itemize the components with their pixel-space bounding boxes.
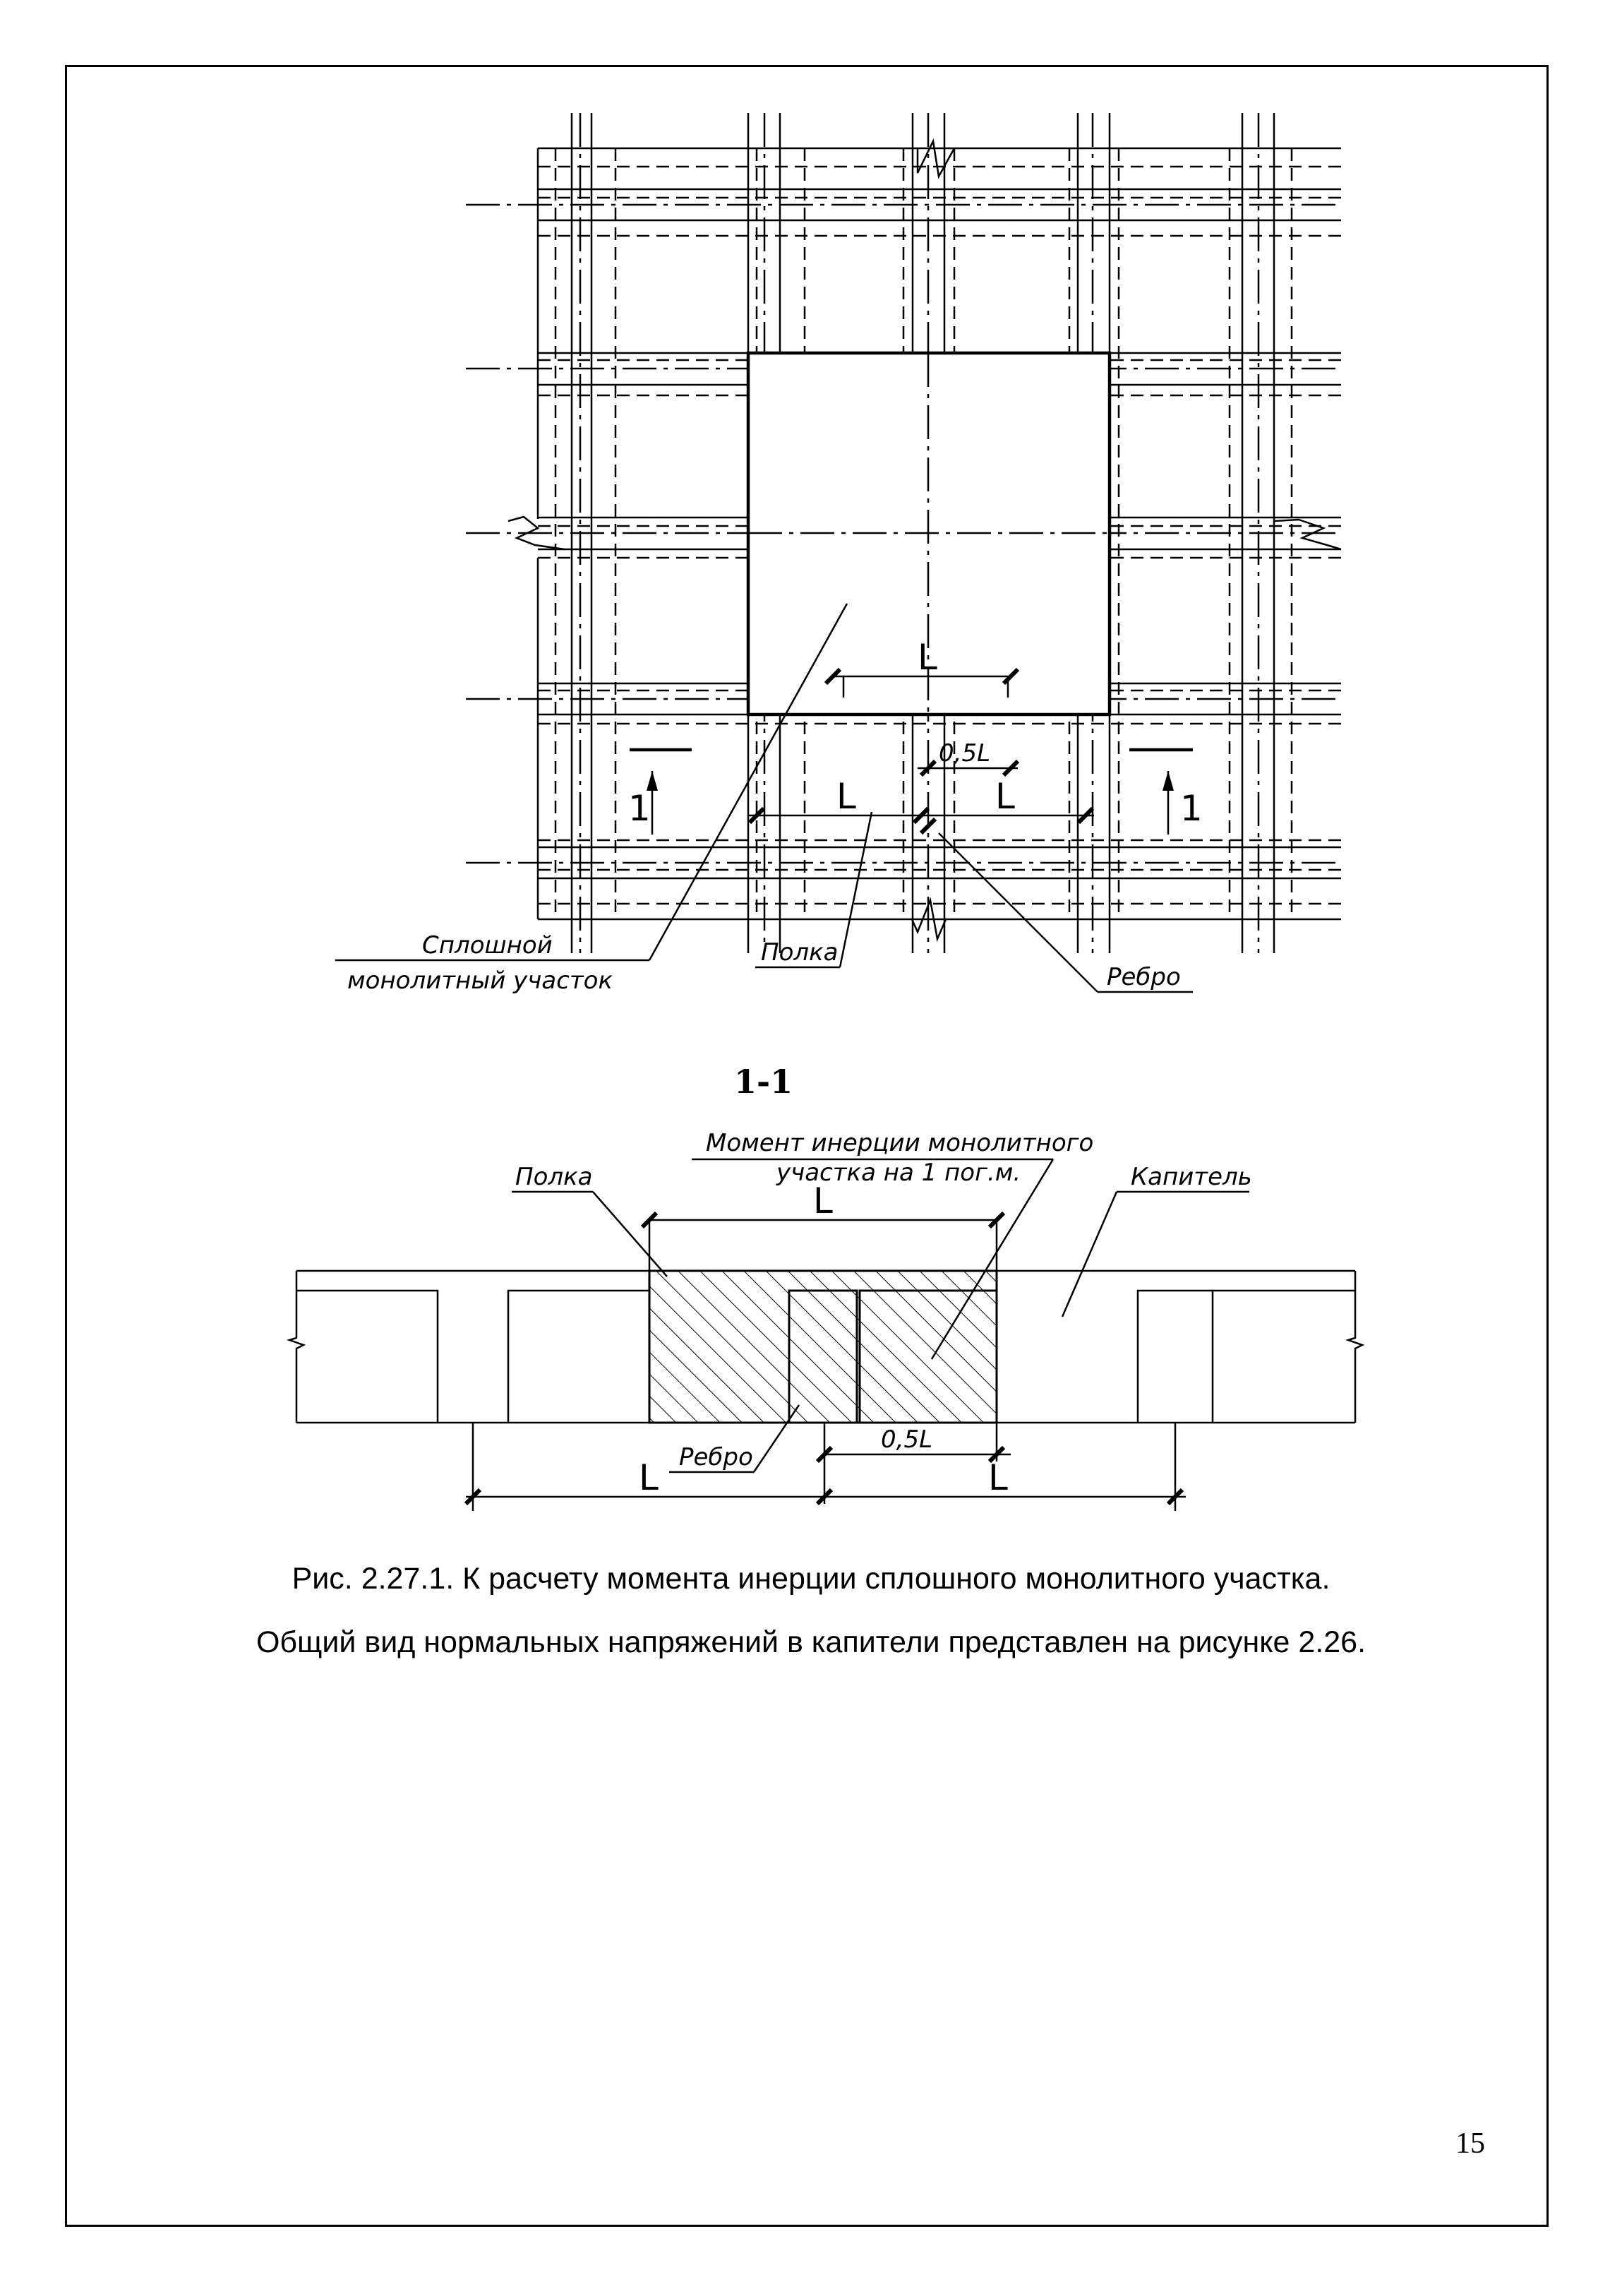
- section-dim-L-top: L: [813, 1180, 833, 1221]
- section-dim-L-right: L: [988, 1457, 1008, 1498]
- caption-line-2: Общий вид нормальных напряжений в капители представлен на рисунке 2.26.: [256, 1625, 1366, 1659]
- plan-dim-L-left: L: [836, 776, 856, 817]
- label-solid-line1: Сплошной: [422, 931, 553, 959]
- label-moment-line1: Момент инерции монолитного: [706, 1129, 1094, 1157]
- section-title: 1-1: [734, 1063, 793, 1101]
- section-mark-left: 1: [628, 788, 651, 829]
- section-label-rib: Ребро: [679, 1443, 753, 1471]
- label-moment-line2: участка на 1 пог.м.: [776, 1159, 1021, 1187]
- plan-dim-half: 0,5L: [939, 739, 991, 767]
- plan-dim-L-top: L: [918, 637, 937, 678]
- page-number: 15: [1455, 2127, 1485, 2160]
- section-dim-half: 0,5L: [881, 1425, 933, 1454]
- plan-view: [335, 113, 1341, 995]
- section-label-flange: Полка: [515, 1163, 593, 1191]
- plan-dim-L-right: L: [995, 776, 1015, 817]
- plan-label-flange: Полка: [761, 938, 839, 967]
- section-cut-markers: [630, 750, 1193, 835]
- section-mark-right: 1: [1180, 788, 1203, 829]
- plan-label-rib: Ребро: [1107, 963, 1181, 991]
- label-solid-line2: монолитный участок: [347, 967, 613, 995]
- section-view: [289, 1063, 1362, 1511]
- section-label-capital: Капитель: [1131, 1163, 1252, 1191]
- hatched-monolithic-section: [649, 1271, 997, 1423]
- section-dim-L-left: L: [639, 1457, 659, 1498]
- caption-line-1: Рис. 2.27.1. К расчету момента инерции сплошного монолитного участка.: [292, 1562, 1330, 1596]
